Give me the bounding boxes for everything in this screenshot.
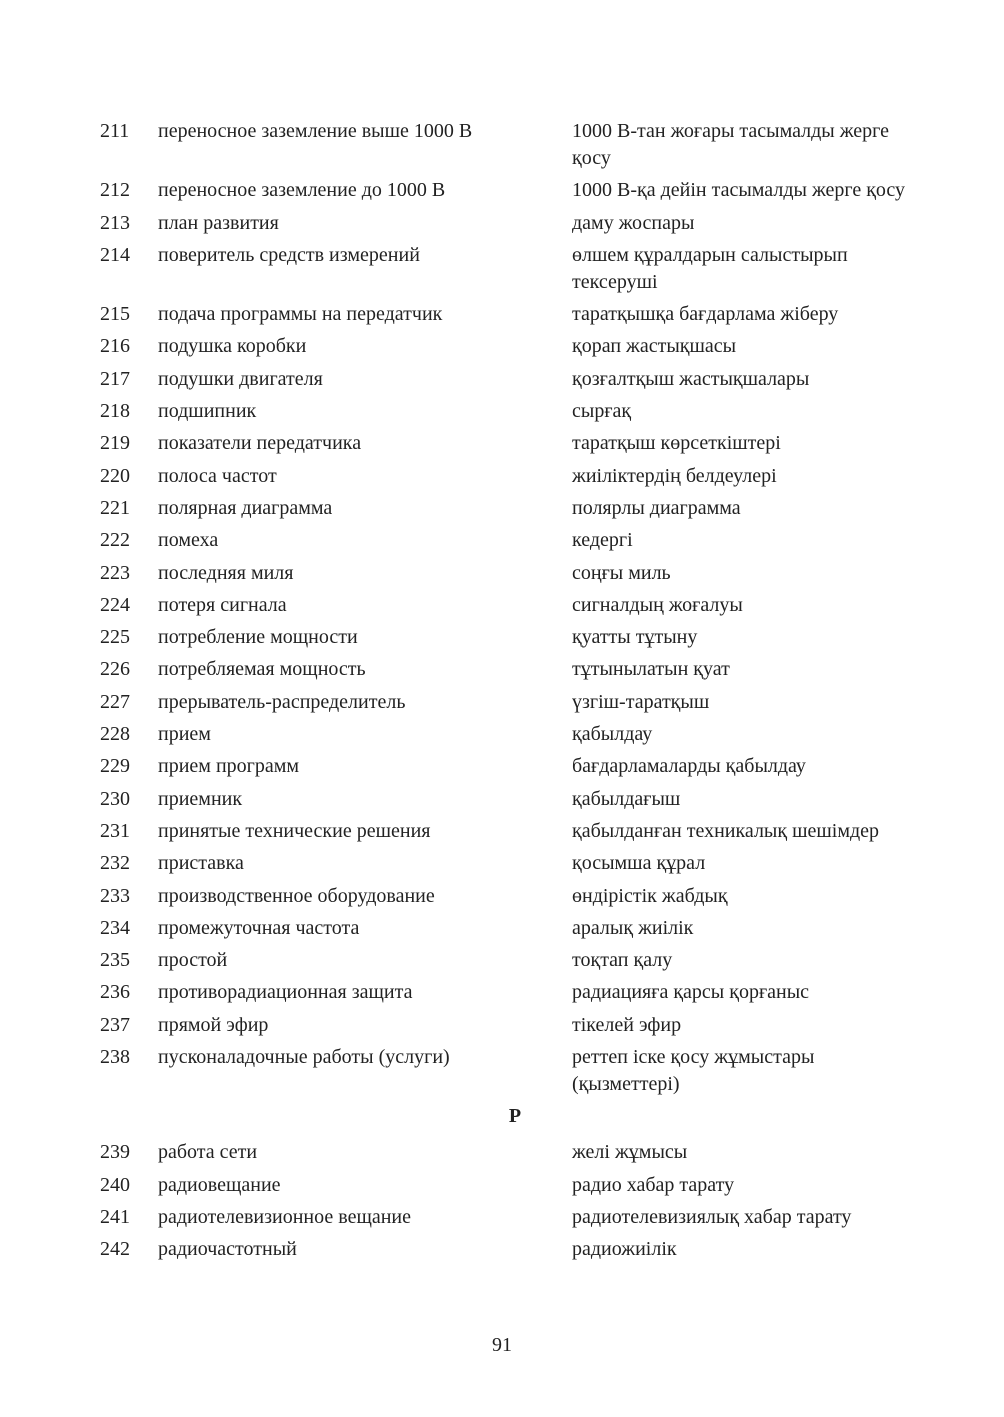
entry-russian-term: полоса частот: [158, 464, 277, 487]
entry-number: 231: [100, 819, 130, 842]
glossary-entry: [100, 883, 910, 910]
entry-russian-term: производственное оборудование: [158, 884, 435, 907]
entry-number: 224: [100, 593, 130, 616]
entry-kazakh-term: радиотелевизиялық хабар тарату: [572, 1205, 852, 1228]
entry-kazakh-term: радио хабар тарату: [572, 1173, 735, 1196]
entry-kazakh-term: үзгіш-таратқыш: [572, 690, 710, 713]
entry-kazakh-term: даму жоспары: [572, 211, 695, 234]
entry-number: 219: [100, 432, 130, 455]
entry-russian-term: потребляемая мощность: [158, 658, 366, 681]
entry-number: 217: [100, 367, 130, 390]
entry-kazakh-term: реттеп іске қосу жұмыстары (қызметтері): [572, 1046, 815, 1096]
entry-russian-term: приемник: [158, 787, 243, 810]
glossary-entry: [100, 333, 910, 360]
glossary-entry: [100, 463, 910, 490]
entry-number: 215: [100, 303, 130, 326]
entry-russian-term: работа сети: [158, 1141, 258, 1164]
entry-kazakh-term: 1000 В-қа дейін тасымалды жерге қосу: [572, 179, 906, 202]
entry-kazakh-term: желі жұмысы: [572, 1141, 688, 1164]
entry-russian-term: последняя миля: [158, 561, 294, 584]
entry-russian-term: радиовещание: [158, 1173, 281, 1196]
entry-russian-term: принятые технические решения: [158, 819, 431, 842]
entry-number: 223: [100, 561, 130, 584]
entry-russian-term: потребление мощности: [158, 626, 358, 649]
glossary-entry: [100, 495, 910, 522]
glossary-entry: [100, 398, 910, 425]
entry-kazakh-term: полярлы диаграмма: [572, 496, 741, 519]
entry-russian-term: простой: [158, 949, 228, 972]
glossary-entry: [100, 786, 910, 813]
entry-number: 240: [100, 1173, 130, 1196]
entry-number: 236: [100, 981, 130, 1004]
entry-russian-term: показатели передатчика: [158, 432, 362, 455]
entry-russian-term: полярная диаграмма: [158, 496, 333, 519]
entry-number: 227: [100, 690, 130, 713]
entry-russian-term: поверитель средств измерений: [158, 243, 420, 266]
glossary-entry: [100, 624, 910, 651]
entry-kazakh-term: тікелей эфир: [572, 1013, 682, 1036]
entry-russian-term: пусконаладочные работы (услуги): [158, 1046, 450, 1069]
entry-number: 213: [100, 211, 130, 234]
entry-kazakh-term: қуатты тұтыну: [572, 626, 698, 649]
glossary-entry: [100, 721, 910, 748]
entry-number: 229: [100, 755, 130, 778]
glossary-entry: [100, 1012, 910, 1039]
entry-number: 222: [100, 529, 130, 552]
section-letter: Р: [508, 1105, 522, 1128]
entry-number: 234: [100, 916, 130, 939]
entry-number: 216: [100, 335, 130, 358]
entry-russian-term: подача программы на передатчик: [158, 303, 443, 326]
glossary-entry: [100, 1204, 910, 1231]
entry-russian-term: подушка коробки: [158, 335, 307, 358]
entry-kazakh-term: өлшем құралдарын салыстырып тексеруші: [572, 243, 848, 293]
entry-kazakh-term: қосымша құрал: [572, 852, 706, 875]
entry-russian-term: радиотелевизионное вещание: [158, 1205, 412, 1228]
glossary-entry: [100, 979, 910, 1006]
entry-kazakh-term: тоқтап қалу: [572, 949, 673, 972]
entry-kazakh-term: кедергі: [572, 529, 633, 552]
entry-kazakh-term: қорап жастықшасы: [572, 335, 737, 358]
entry-number: 242: [100, 1238, 130, 1261]
entry-number: 237: [100, 1013, 130, 1036]
entry-russian-term: потеря сигнала: [158, 593, 287, 616]
entry-kazakh-term: қабылдағыш: [572, 787, 681, 810]
glossary-entry: [100, 656, 910, 683]
entry-russian-term: прямой эфир: [158, 1013, 269, 1036]
entry-russian-term: помеха: [158, 529, 219, 552]
entry-russian-term: план развития: [158, 211, 279, 234]
glossary-entry: [100, 947, 910, 974]
entry-kazakh-term: жиіліктердің белдеулері: [572, 464, 777, 487]
entry-number: 221: [100, 496, 130, 519]
entry-kazakh-term: сырғақ: [572, 400, 632, 423]
entry-kazakh-term: бағдарламаларды қабылдау: [572, 755, 806, 778]
entry-russian-term: переносное заземление выше 1000 В: [158, 120, 473, 142]
entry-russian-term: прием: [158, 723, 211, 746]
glossary-entry: [100, 242, 910, 296]
entry-number: 235: [100, 949, 130, 972]
glossary-entry: [100, 753, 910, 780]
entry-kazakh-term: таратқышқа бағдарлама жіберу: [572, 303, 839, 326]
entry-number: 220: [100, 464, 130, 487]
entry-number: 211: [100, 120, 130, 142]
entry-kazakh-term: таратқыш көрсеткіштері: [572, 432, 781, 455]
entry-kazakh-term: аралық жиілік: [572, 916, 694, 939]
glossary-entry: [100, 301, 910, 328]
entry-kazakh-term: 1000 В-тан жоғары тасымалды жерге қосу: [572, 120, 889, 169]
entry-number: 226: [100, 658, 130, 681]
entry-kazakh-term: өндірістік жабдық: [572, 884, 728, 907]
entry-kazakh-term: радиожиілік: [572, 1238, 677, 1261]
entry-kazakh-term: соңғы миль: [572, 561, 671, 584]
entry-number: 218: [100, 400, 130, 423]
entries-group-before: [100, 118, 910, 1098]
glossary-entry: [100, 210, 910, 237]
glossary-entry: [100, 915, 910, 942]
entry-russian-term: прерыватель-распределитель: [158, 690, 406, 713]
entry-russian-term: радиочастотный: [158, 1238, 297, 1261]
glossary-entry: [100, 850, 910, 877]
entry-number: 239: [100, 1141, 130, 1164]
glossary-entry: [100, 1139, 910, 1166]
glossary-entry: [100, 366, 910, 393]
glossary-entry: [100, 118, 910, 172]
entry-number: 232: [100, 852, 130, 875]
glossary-entry: [100, 430, 910, 457]
glossary-entry: [100, 1044, 910, 1098]
entry-russian-term: противорадиационная защита: [158, 981, 413, 1004]
entry-russian-term: подшипник: [158, 400, 257, 423]
glossary-entry: [100, 177, 910, 204]
entry-kazakh-term: сигналдың жоғалуы: [572, 593, 743, 616]
entry-russian-term: прием программ: [158, 755, 300, 778]
entry-number: 238: [100, 1046, 130, 1069]
entry-kazakh-term: қабылданған техникалық шешімдер: [572, 819, 880, 842]
entries-group-after: [100, 1139, 910, 1263]
entry-number: 214: [100, 243, 130, 266]
entry-kazakh-term: қабылдау: [572, 723, 653, 746]
entry-number: 225: [100, 626, 130, 649]
entry-number: 230: [100, 787, 130, 810]
entry-kazakh-term: тұтынылатын қуат: [572, 658, 730, 681]
glossary-entry: [100, 527, 910, 554]
entry-russian-term: переносное заземление до 1000 В: [158, 179, 446, 202]
entry-russian-term: приставка: [158, 852, 244, 875]
entry-number: 212: [100, 179, 130, 202]
entry-russian-term: промежуточная частота: [158, 916, 360, 939]
entry-number: 233: [100, 884, 130, 907]
glossary-entry: [100, 1172, 910, 1199]
glossary-entry: [100, 560, 910, 587]
entry-number: 241: [100, 1205, 130, 1228]
glossary-entry: [100, 1236, 910, 1263]
page-number: 91: [492, 1334, 512, 1356]
glossary-list: [100, 118, 910, 1269]
entry-kazakh-term: қозғалтқыш жастықшалары: [572, 367, 810, 390]
glossary-entry: [100, 592, 910, 619]
glossary-entry: [100, 689, 910, 716]
entry-russian-term: подушки двигателя: [158, 367, 323, 390]
glossary-entry: [100, 818, 910, 845]
entry-kazakh-term: радиацияға қарсы қорғаныс: [572, 981, 810, 1004]
entry-number: 228: [100, 723, 130, 746]
